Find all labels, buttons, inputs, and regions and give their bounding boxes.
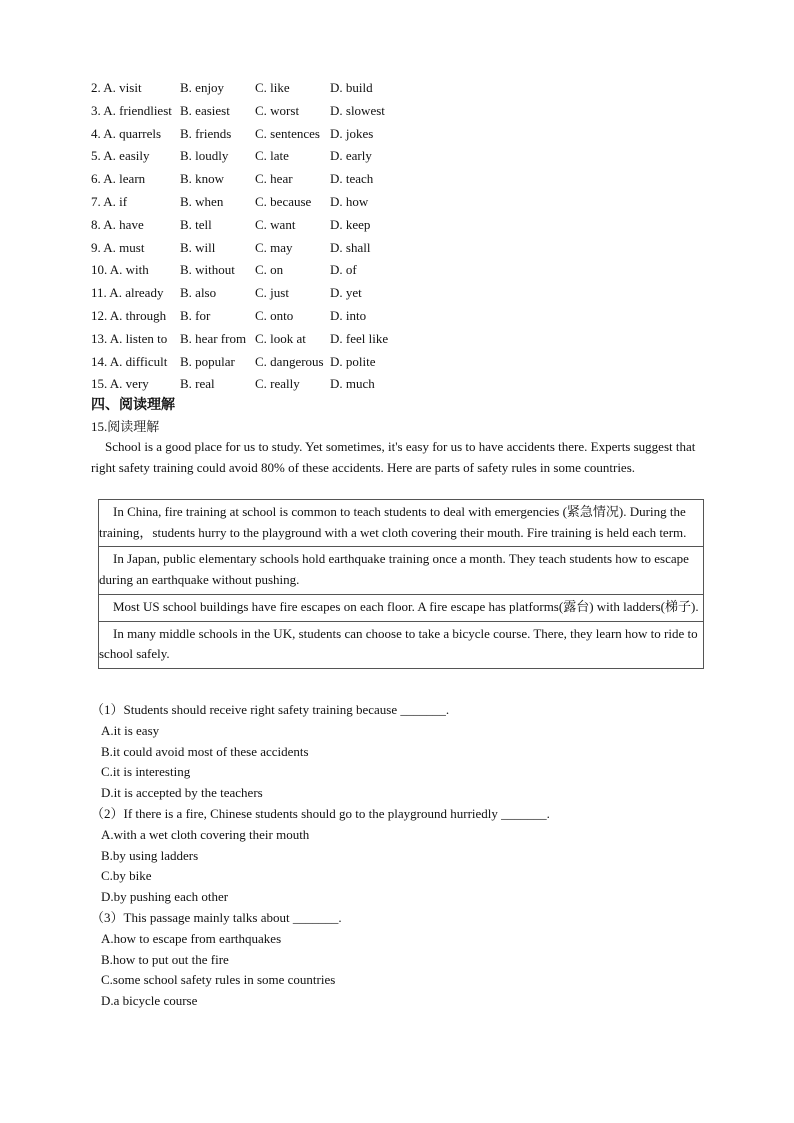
choice-d: D.a bicycle course bbox=[101, 993, 198, 1009]
option-a: 5. A. easily bbox=[91, 148, 150, 164]
option-b: B. without bbox=[180, 262, 235, 278]
option-a: 3. A. friendliest bbox=[91, 102, 172, 118]
option-d: D. into bbox=[330, 307, 367, 323]
option-c: C. really bbox=[255, 376, 300, 392]
option-c: C. look at bbox=[255, 330, 306, 346]
option-d: D. teach bbox=[330, 171, 374, 187]
option-b: B. will bbox=[180, 239, 216, 255]
option-a: 8. A. have bbox=[91, 216, 144, 232]
option-b: B. popular bbox=[180, 353, 235, 369]
safety-rules-table bbox=[98, 499, 704, 669]
option-b: B. tell bbox=[180, 216, 212, 232]
option-a: 10. A. with bbox=[91, 262, 149, 278]
rule-china: In China, fire training at school is common to teach students to deal with emergencies (紧急情况). During the training，students hurry to the playground with a wet cloth covering their mouth. Fire training is held each term. bbox=[99, 500, 704, 547]
option-c: C. because bbox=[255, 193, 312, 209]
option-b: B. hear from bbox=[180, 330, 247, 346]
rule-us: Most US school buildings have fire escapes on each floor. A fire escape has platforms(露台) with ladders(梯子). bbox=[99, 594, 704, 621]
option-c: C. sentences bbox=[255, 125, 320, 141]
choice-c: C.it is interesting bbox=[101, 764, 191, 780]
question-stem: （2）If there is a fire, Chinese students should go to the playground hurriedly _______. bbox=[91, 805, 550, 821]
option-a: 12. A. through bbox=[91, 307, 167, 323]
table-row bbox=[99, 621, 704, 668]
option-b: B. easiest bbox=[180, 102, 230, 118]
rule-uk: In many middle schools in the UK, students can choose to take a bicycle course. There, they learn how to ride to school safely. bbox=[99, 621, 704, 668]
choice-d: D.it is accepted by the teachers bbox=[101, 785, 263, 801]
option-d: D. early bbox=[330, 148, 372, 164]
option-d: D. much bbox=[330, 376, 375, 392]
table-row bbox=[99, 500, 704, 547]
questions-list bbox=[91, 700, 550, 1012]
option-d: D. keep bbox=[330, 216, 371, 232]
option-b: B. know bbox=[180, 171, 225, 187]
option-d: D. how bbox=[330, 193, 369, 209]
rule-japan: In Japan, public elementary schools hold earthquake training once a month. They teach students how to escape during an earthquake without pushing. bbox=[99, 547, 704, 594]
passage-intro: School is a good place for us to study. Yet sometimes, it's easy for us to have accidents there. Experts suggest that right safety training could avoid 80% of these accidents. Here are parts of safety rules in some countries. bbox=[91, 439, 696, 475]
option-b: B. when bbox=[180, 193, 224, 209]
option-a: 9. A. must bbox=[91, 239, 145, 255]
option-a: 14. A. difficult bbox=[91, 353, 168, 369]
option-b: B. for bbox=[180, 307, 211, 323]
option-d: D. yet bbox=[330, 285, 362, 301]
option-c: C. dangerous bbox=[255, 353, 324, 369]
option-a: 15. A. very bbox=[91, 376, 149, 392]
option-a: 11. A. already bbox=[91, 285, 164, 301]
option-b: B. also bbox=[180, 285, 217, 301]
option-c: C. worst bbox=[255, 102, 300, 118]
option-c: C. like bbox=[255, 80, 290, 95]
option-b: B. friends bbox=[180, 125, 232, 141]
question-stem: （3）This passage mainly talks about _______. bbox=[91, 909, 342, 925]
option-d: D. slowest bbox=[330, 102, 385, 118]
choice-a: A.it is easy bbox=[101, 722, 160, 738]
choice-d: D.by pushing each other bbox=[101, 889, 229, 905]
choice-a: A.with a wet cloth covering their mouth bbox=[101, 826, 310, 842]
choice-b: B.by using ladders bbox=[101, 847, 199, 863]
passage-subtitle: 15.阅读理解 bbox=[91, 419, 160, 434]
option-c: C. hear bbox=[255, 171, 293, 187]
option-b: B. real bbox=[180, 376, 215, 392]
option-a: 7. A. if bbox=[91, 193, 128, 209]
option-d: D. shall bbox=[330, 239, 371, 255]
choice-b: B.it could avoid most of these accidents bbox=[101, 743, 309, 759]
option-c: C. just bbox=[255, 285, 289, 301]
option-d: D. polite bbox=[330, 353, 376, 369]
option-d: D. build bbox=[330, 80, 373, 95]
choice-c: C.some school safety rules in some countries bbox=[101, 972, 336, 988]
choice-a: A.how to escape from earthquakes bbox=[101, 930, 282, 946]
option-a: 4. A. quarrels bbox=[91, 125, 162, 141]
option-c: C. on bbox=[255, 262, 284, 278]
option-a: 2. A. visit bbox=[91, 80, 142, 95]
option-a: 6. A. learn bbox=[91, 171, 146, 187]
question-stem: （1）Students should receive right safety training because _______. bbox=[91, 702, 450, 717]
option-d: D. feel like bbox=[330, 330, 389, 346]
option-c: C. may bbox=[255, 239, 293, 255]
table-row bbox=[99, 547, 704, 594]
option-d: D. of bbox=[330, 262, 357, 278]
table-row bbox=[99, 594, 704, 621]
option-b: B. loudly bbox=[180, 148, 229, 164]
option-d: D. jokes bbox=[330, 125, 374, 141]
choice-b: B.how to put out the fire bbox=[101, 951, 229, 967]
section-title: 四、阅读理解 bbox=[91, 397, 175, 413]
option-a: 13. A. listen to bbox=[91, 330, 168, 346]
option-c: C. onto bbox=[255, 307, 294, 323]
choice-c: C.by bike bbox=[101, 868, 152, 884]
option-b: B. enjoy bbox=[180, 80, 225, 95]
option-c: C. late bbox=[255, 148, 289, 164]
option-c: C. want bbox=[255, 216, 296, 232]
